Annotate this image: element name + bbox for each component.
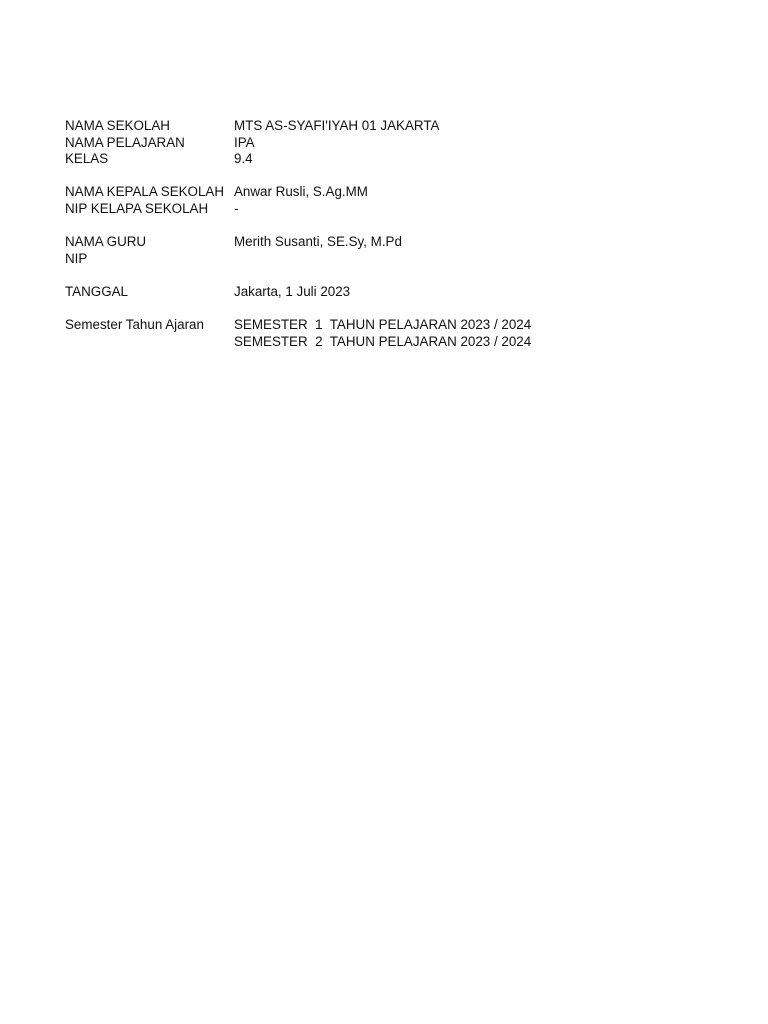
semester-label: Semester Tahun Ajaran (65, 316, 204, 332)
subject-value: IPA (234, 134, 255, 150)
spacer (65, 267, 705, 284)
teacher-nip-label: NIP (65, 250, 88, 266)
teacher-nip-value (234, 251, 705, 268)
semester-row-1 (65, 317, 705, 334)
identity-sheet (65, 118, 705, 350)
principal-name-row (65, 184, 705, 201)
class-row (65, 151, 705, 168)
class-label: KELAS (65, 151, 109, 167)
semester-value-1: SEMESTER 1 TAHUN PELAJARAN 2023 / 2024 (234, 316, 532, 332)
semester-row-2 (65, 334, 705, 351)
teacher-nip-row (65, 251, 705, 268)
class-value: 9.4 (234, 151, 253, 167)
semester-value-2: SEMESTER 2 TAHUN PELAJARAN 2023 / 2024 (234, 333, 532, 349)
school-name-value: MTS AS-SYAFI'IYAH 01 JAKARTA (234, 118, 440, 133)
date-row (65, 284, 705, 301)
principal-nip-label: NIP KELAPA SEKOLAH (65, 200, 209, 216)
semester-label-empty (65, 334, 234, 351)
principal-name-label: NAMA KEPALA SEKOLAH (65, 184, 225, 200)
teacher-name-label: NAMA GURU (65, 233, 147, 249)
principal-name-value: Anwar Rusli, S.Ag.MM (234, 184, 368, 200)
principal-nip-row (65, 201, 705, 218)
teacher-name-row (65, 234, 705, 251)
principal-nip-value: - (234, 200, 239, 216)
school-name-row (65, 118, 705, 135)
spacer (65, 217, 705, 234)
subject-label: NAMA PELAJARAN (65, 134, 185, 150)
date-label: TANGGAL (65, 283, 128, 299)
date-value: Jakarta, 1 Juli 2023 (234, 283, 351, 299)
spacer (65, 300, 705, 317)
spacer (65, 168, 705, 184)
subject-row (65, 135, 705, 152)
teacher-name-value: Merith Susanti, SE.Sy, M.Pd (234, 233, 402, 249)
school-name-label: NAMA SEKOLAH (65, 118, 170, 133)
